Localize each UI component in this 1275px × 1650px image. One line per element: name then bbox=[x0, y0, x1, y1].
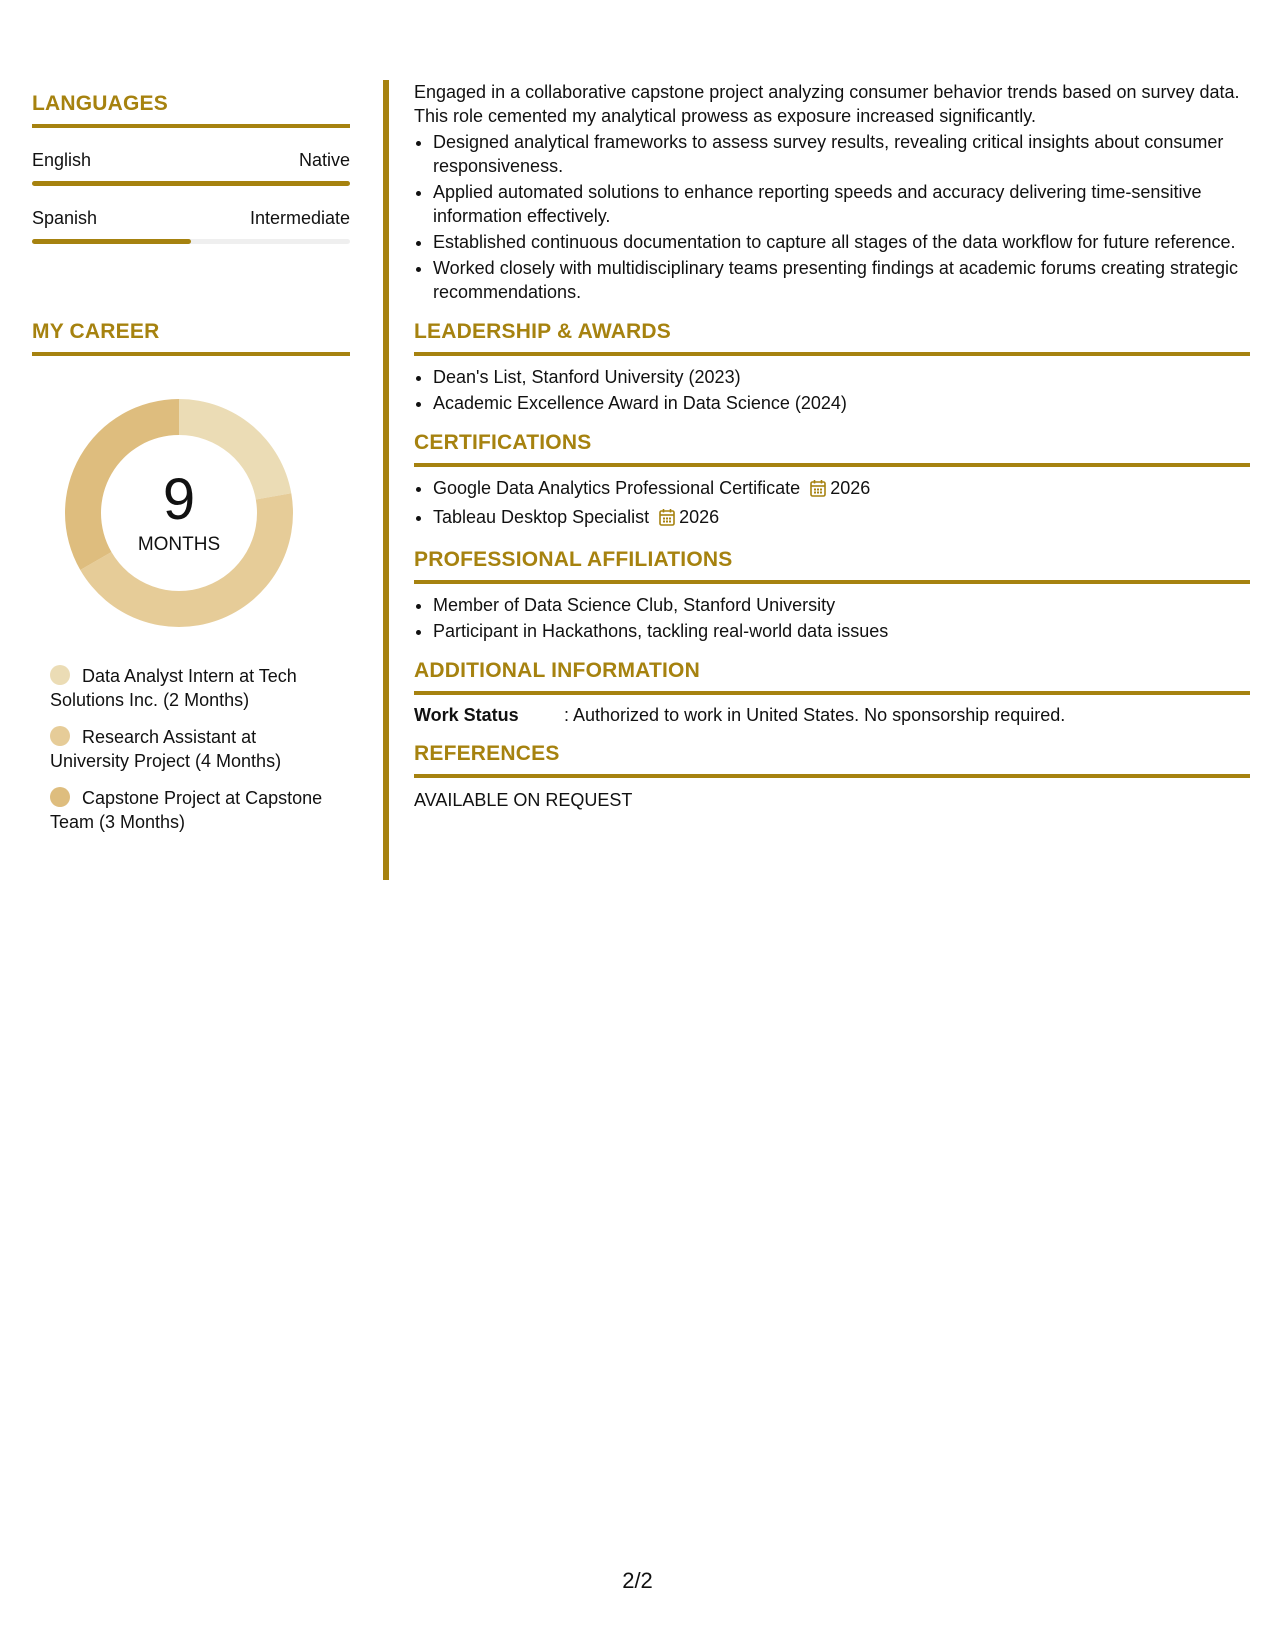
calendar-icon bbox=[810, 479, 826, 503]
languages-rule bbox=[32, 124, 350, 128]
career-legend-item bbox=[50, 725, 330, 773]
work-status-label: Work Status bbox=[414, 705, 519, 725]
leadership-title: LEADERSHIP & AWARDS bbox=[414, 320, 671, 343]
affiliation-item: • Member of Data Science Club, Stanford University bbox=[433, 593, 1250, 617]
language-proficiency-bar bbox=[32, 239, 350, 244]
certification-year: 2026 bbox=[679, 507, 720, 527]
language-proficiency-fill bbox=[32, 239, 191, 244]
references-title: REFERENCES bbox=[414, 742, 560, 765]
legend-label: Capstone Project at Capstone Team (3 Months) bbox=[50, 788, 323, 832]
certifications-title: CERTIFICATIONS bbox=[414, 431, 592, 454]
certification-year: 2026 bbox=[830, 478, 871, 498]
career-legend-item bbox=[50, 786, 330, 834]
affiliation-item: • Participant in Hackathons, tackling real-world data issues bbox=[433, 619, 1250, 643]
left-column bbox=[32, 92, 350, 847]
language-item-english bbox=[32, 150, 350, 186]
leadership-rule bbox=[414, 352, 1250, 356]
legend-label: Research Assistant at University Project (4 Months) bbox=[50, 727, 282, 771]
affiliations-section bbox=[414, 548, 1250, 643]
certification-name: Tableau Desktop Specialist bbox=[433, 507, 650, 527]
career-total-months: 9 bbox=[162, 467, 196, 532]
column-divider bbox=[383, 80, 389, 880]
language-item-spanish bbox=[32, 208, 350, 244]
language-proficiency-fill bbox=[32, 181, 350, 186]
affiliations-rule bbox=[414, 580, 1250, 584]
certification-item bbox=[433, 505, 1250, 532]
experience-description: Engaged in a collaborative capstone project analyzing consumer behavior trends based on survey data. This role cemented my analytical prowess as exposure increased significantly. bbox=[414, 82, 1240, 126]
experience-bullet: • Applied automated solutions to enhance reporting speeds and accuracy delivering time-sensitive information effectively. bbox=[433, 180, 1250, 228]
career-total-unit: MONTHS bbox=[137, 534, 221, 555]
career-legend bbox=[50, 664, 330, 834]
certification-item bbox=[433, 476, 1250, 503]
legend-dot bbox=[50, 726, 70, 746]
work-status-value: : Authorized to work in United States. No sponsorship required. bbox=[564, 705, 1066, 725]
certification-name: Google Data Analytics Professional Certificate bbox=[433, 478, 801, 498]
work-status-row bbox=[414, 705, 1250, 726]
career-legend-item bbox=[50, 664, 330, 712]
calendar-icon bbox=[659, 508, 675, 532]
experience-entry bbox=[414, 80, 1250, 304]
leadership-list bbox=[414, 365, 1250, 415]
legend-dot bbox=[50, 665, 70, 685]
page-number: 2/2 bbox=[622, 1568, 653, 1593]
references-text: AVAILABLE ON REQUEST bbox=[414, 790, 633, 810]
language-proficiency-bar bbox=[32, 181, 350, 186]
career-title: MY CAREER bbox=[32, 320, 160, 343]
leadership-section bbox=[414, 320, 1250, 415]
references-rule bbox=[414, 774, 1250, 778]
languages-title: LANGUAGES bbox=[32, 92, 168, 115]
certifications-rule bbox=[414, 463, 1250, 467]
leadership-item: • Academic Excellence Award in Data Science (2024) bbox=[433, 391, 1250, 415]
experience-bullet: • Worked closely with multidisciplinary teams presenting findings at academic forums creating strategic recommendations. bbox=[433, 256, 1250, 304]
affiliations-list bbox=[414, 593, 1250, 643]
career-donut-chart bbox=[64, 398, 294, 628]
experience-bullet: • Established continuous documentation to capture all stages of the data workflow for future reference. bbox=[433, 230, 1250, 254]
additional-info-rule bbox=[414, 691, 1250, 695]
language-level: Intermediate bbox=[249, 208, 350, 228]
language-name: Spanish bbox=[32, 208, 98, 228]
leadership-item: • Dean's List, Stanford University (2023) bbox=[433, 365, 1250, 389]
career-rule bbox=[32, 352, 350, 356]
legend-dot bbox=[50, 787, 70, 807]
experience-bullets bbox=[414, 130, 1250, 304]
career-donut-center bbox=[64, 398, 294, 628]
certifications-section bbox=[414, 431, 1250, 532]
references-section bbox=[414, 742, 1250, 811]
affiliations-title: PROFESSIONAL AFFILIATIONS bbox=[414, 548, 733, 571]
certifications-list bbox=[414, 476, 1250, 532]
experience-bullet: • Designed analytical frameworks to assess survey results, revealing critical insights about consumer responsiveness. bbox=[433, 130, 1250, 178]
career-section bbox=[32, 320, 350, 834]
additional-info-title: ADDITIONAL INFORMATION bbox=[414, 659, 700, 682]
right-column bbox=[414, 80, 1250, 811]
language-level: Native bbox=[298, 150, 350, 170]
legend-label: Data Analyst Intern at Tech Solutions Inc. (2 Months) bbox=[50, 666, 297, 710]
language-name: English bbox=[32, 150, 92, 170]
additional-info-section bbox=[414, 659, 1250, 726]
